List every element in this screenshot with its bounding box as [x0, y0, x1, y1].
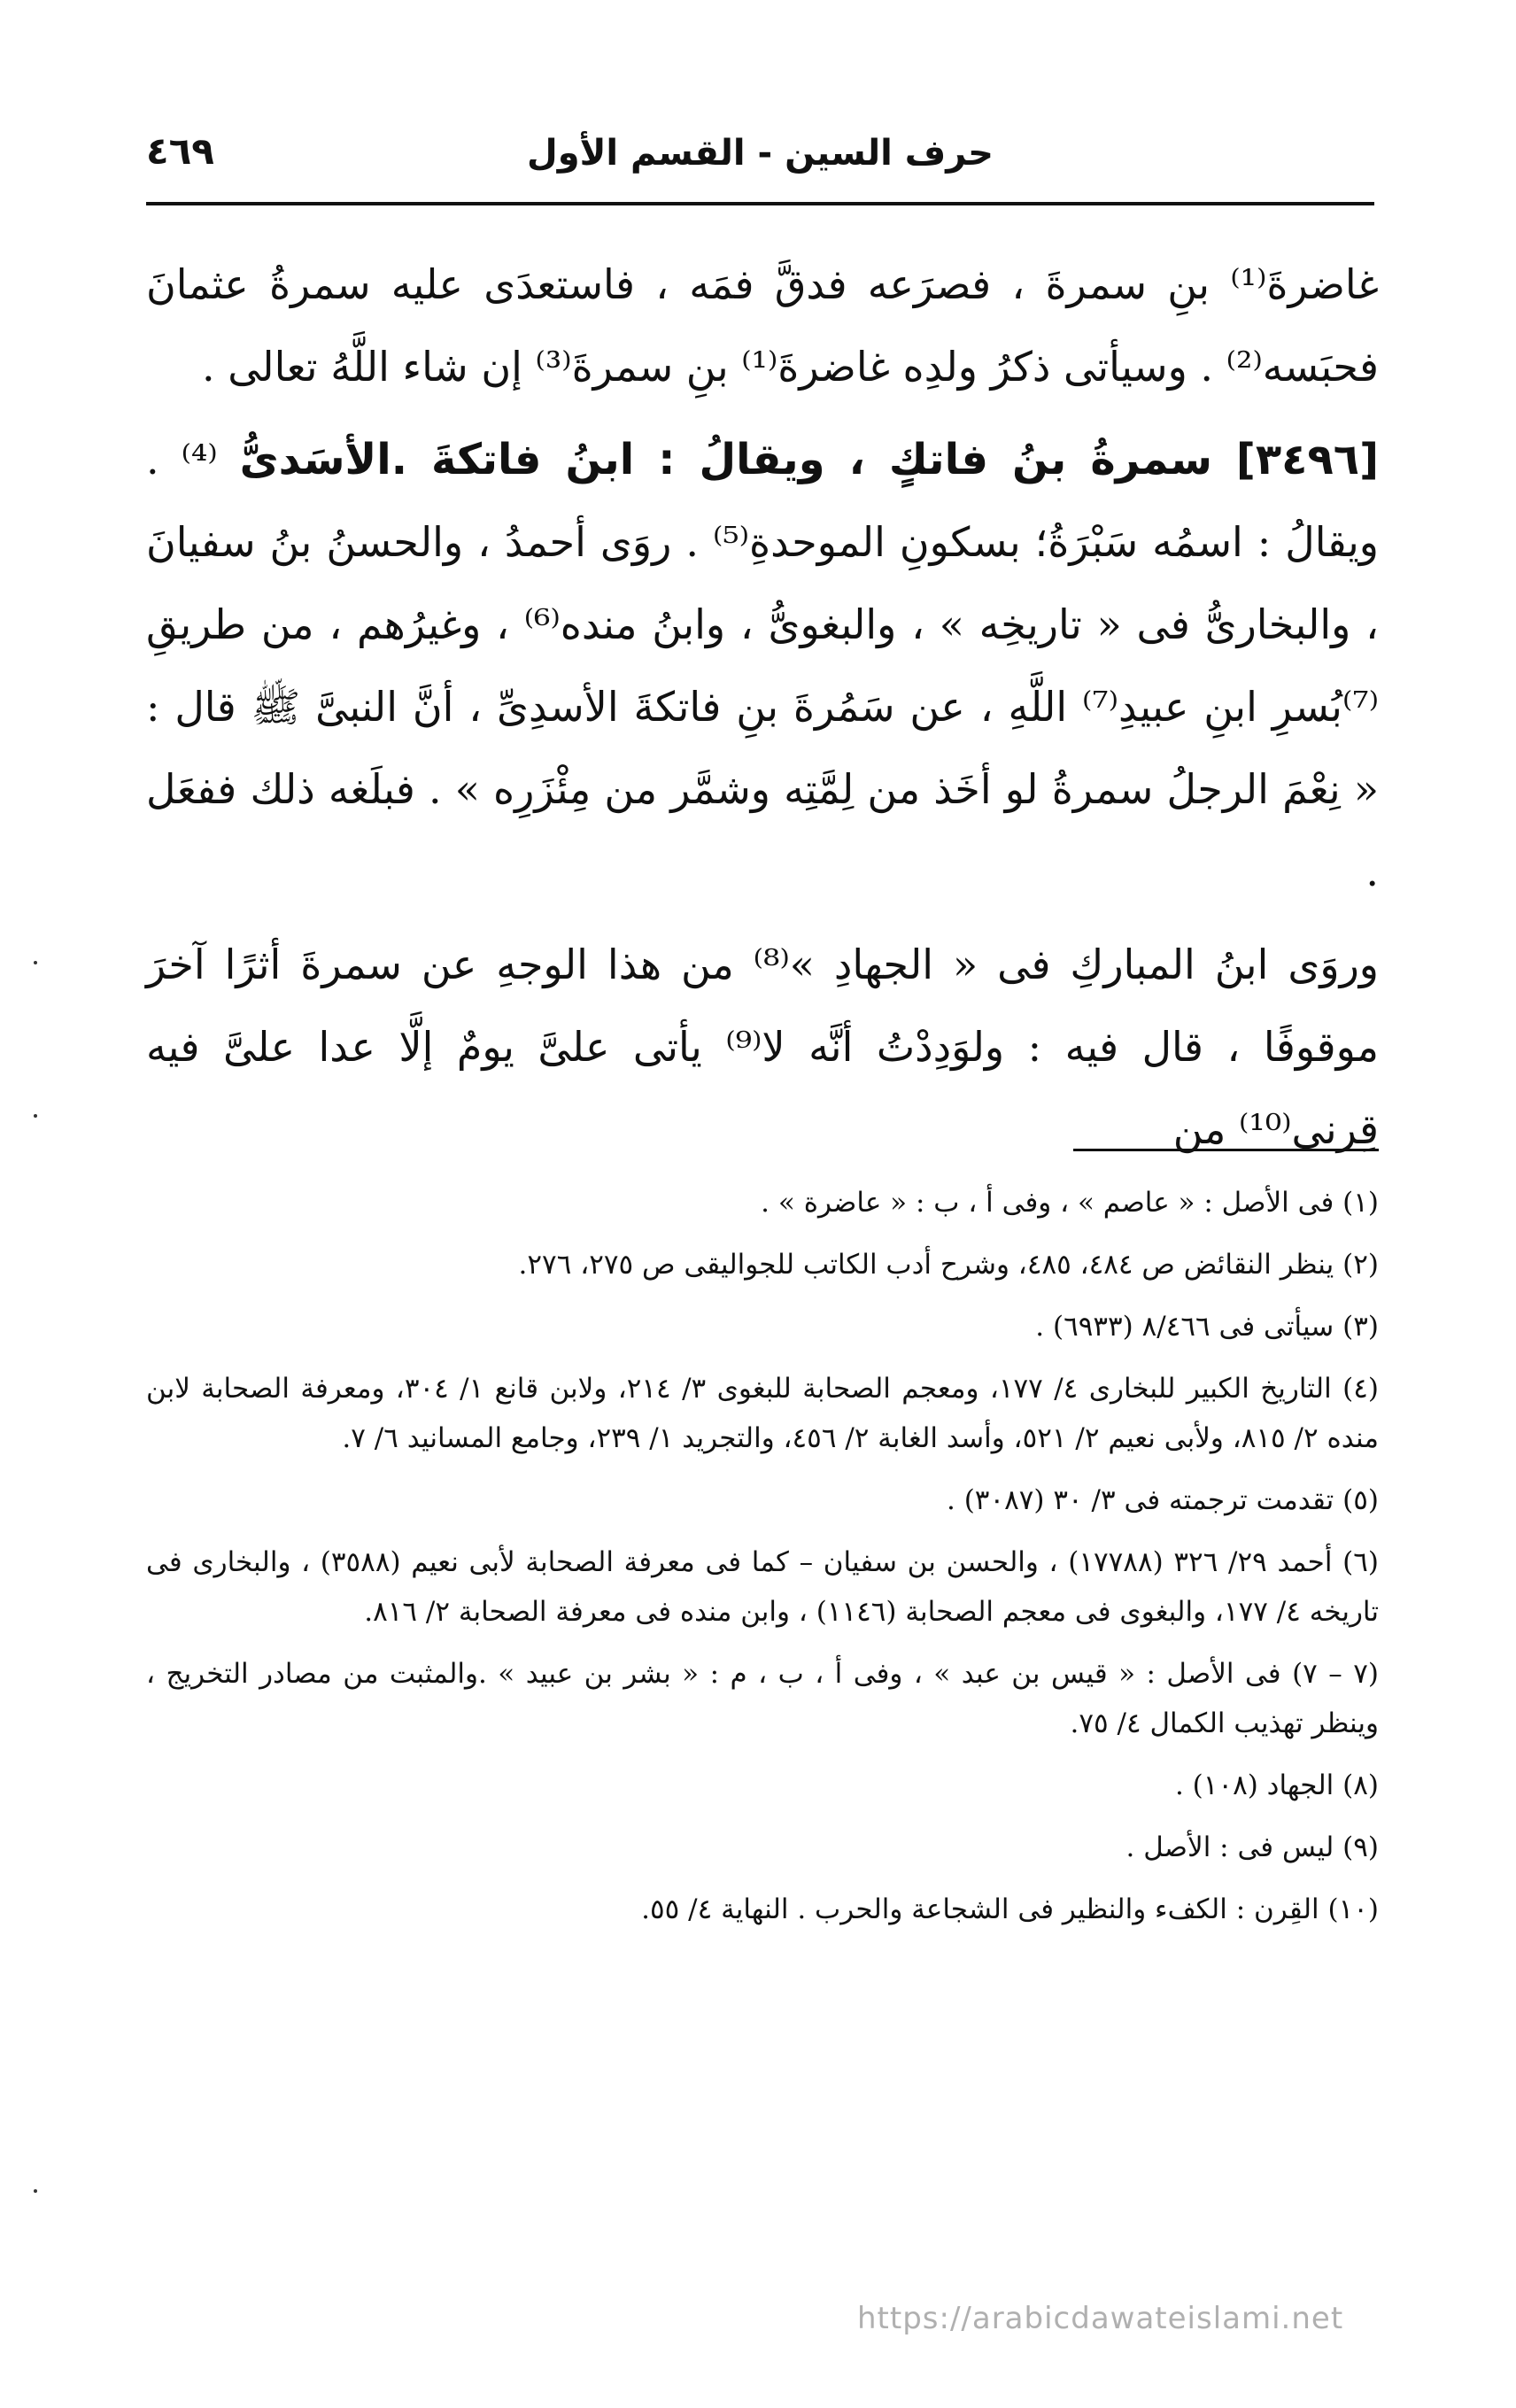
- paragraph-2-text: ⁽⁴⁾ . ويقالُ : اسمُه سَبْرَةُ؛ بسكونِ الموحدةِ⁽⁵⁾ . روَى أحمدُ ، والحسنُ بنُ سفيانَ ، والبخارىُّ فى « تاريخِه » ، والبغوىُّ ، وابنُ منده⁽⁶⁾ ، وغيرُهم ، من طريقِ ⁽⁷⁾بُسرِ ابنِ عبيدِ⁽⁷⁾ اللَّهِ ، عن سَمُرةَ بنِ فاتكةَ الأسدِىِّ ، أنَّ النبىَّ ﷺ قال : « نِعْمَ الرجلُ سمرةُ لو أخَذ من لِمَّتِه وشمَّر من مِئْزَرِه » . فبلَغه ذلك ففعَل .: [146, 436, 1380, 895]
- footnote-3: (٣) سيأتى فى ٨/٤٦٦ (٦٩٣٣) .: [1035, 1311, 1379, 1343]
- footnote-8: (٨) الجهاد (١٠٨) .: [1174, 1769, 1379, 1801]
- scan-speck: [34, 961, 37, 964]
- header-rule: [146, 202, 1374, 205]
- footnote-1: (١) فى الأصل : « عاصم » ، وفى أ ، ب : « عاضرة » .: [761, 1187, 1379, 1219]
- scan-speck: [34, 2189, 37, 2193]
- footnote-2: (٢) ينظر النقائض ص ٤٨٤، ٤٨٥، وشرح أدب الكاتب للجواليقى ص ٢٧٥، ٢٧٦.: [518, 1249, 1379, 1281]
- footnote-7: (٧ – ٧) فى الأصل : « قيس بن عبد » ، وفى أ ، ب ، م : « بشر بن عبيد » .والمثبت من مصادر التخريج ، وينظر تهذيب الكمال ٤/ ٧٥.: [146, 1658, 1379, 1739]
- watermark: https://arabicdawateislami.net: [857, 2301, 1344, 2336]
- footnote-4: (٤) التاريخ الكبير للبخارى ٤/ ١٧٧، ومعجم الصحابة للبغوى ٣/ ٢١٤، ولابن قانع ١/ ٣٠٤، ومعرفة الصحابة لابن منده ٢/ ٨١٥، ولأبى نعيم ٢/ ٥٢١، وأسد الغابة ٢/ ٤٥٦، والتجريد ١/ ٢٣٩، وجامع المسانيد ٦/ ٧.: [146, 1373, 1379, 1454]
- header-title: حرف السين - القسم الأول: [527, 133, 994, 174]
- footnotes: [146, 1178, 1379, 1947]
- entry-heading: [٣٤٩٦] سمرةُ بنُ فاتكٍ ، ويقالُ : ابنُ فاتكةَ .الأسَدىُّ: [239, 435, 1379, 484]
- paragraph-3: وروَى ابنُ المباركِ فى « الجهادِ »⁽⁸⁾ من هذا الوجهِ عن سمرةَ أثرًا آخرَ موقوفًا ، قال فيه : ولوَدِدْتُ أنَّه لا⁽⁹⁾ يأتى علىَّ يومٌ إلَّا عدا علىَّ فيه قِرنى⁽¹⁰⁾ من: [146, 941, 1379, 1153]
- scan-speck: [34, 1114, 37, 1118]
- page-number: ٤٦٩: [146, 129, 214, 173]
- footnote-10: (١٠) القِرن : الكفء والنظير فى الشجاعة والحرب . النهاية ٤/ ٥٥.: [641, 1893, 1379, 1925]
- footnote-5: (٥) تقدمت ترجمته فى ٣/ ٣٠ (٣٠٨٧) .: [946, 1484, 1379, 1516]
- main-text: [146, 244, 1379, 1171]
- paragraph-2: [146, 419, 1379, 913]
- footnote-6: (٦) أحمد ٢٩/ ٣٢٦ (١٧٧٨٨) ، والحسن بن سفيان – كما فى معرفة الصحابة لأبى نعيم (٣٥٨٨) ، والبخارى فى تاريخه ٤/ ١٧٧، والبغوى فى معجم الصحابة (١١٤٦) ، وابن منده فى معرفة الصحابة ٢/ ٨١٦.: [146, 1546, 1379, 1628]
- footnote-rule: [1073, 1149, 1379, 1151]
- footnote-9: (٩) ليس فى : الأصل .: [1125, 1831, 1379, 1863]
- paragraph-1: غاضرةَ⁽¹⁾ بنِ سمرةَ ، فصرَعه فدقَّ فمَه ، فاستعدَى عليه سمرةُ عثمانَ فحبَسه⁽²⁾ . وسيأتى ذكرُ ولدِه غاضرةَ⁽¹⁾ بنِ سمرةَ⁽³⁾ إن شاء اللَّهُ تعالى .: [146, 260, 1379, 391]
- running-header: [146, 124, 1374, 195]
